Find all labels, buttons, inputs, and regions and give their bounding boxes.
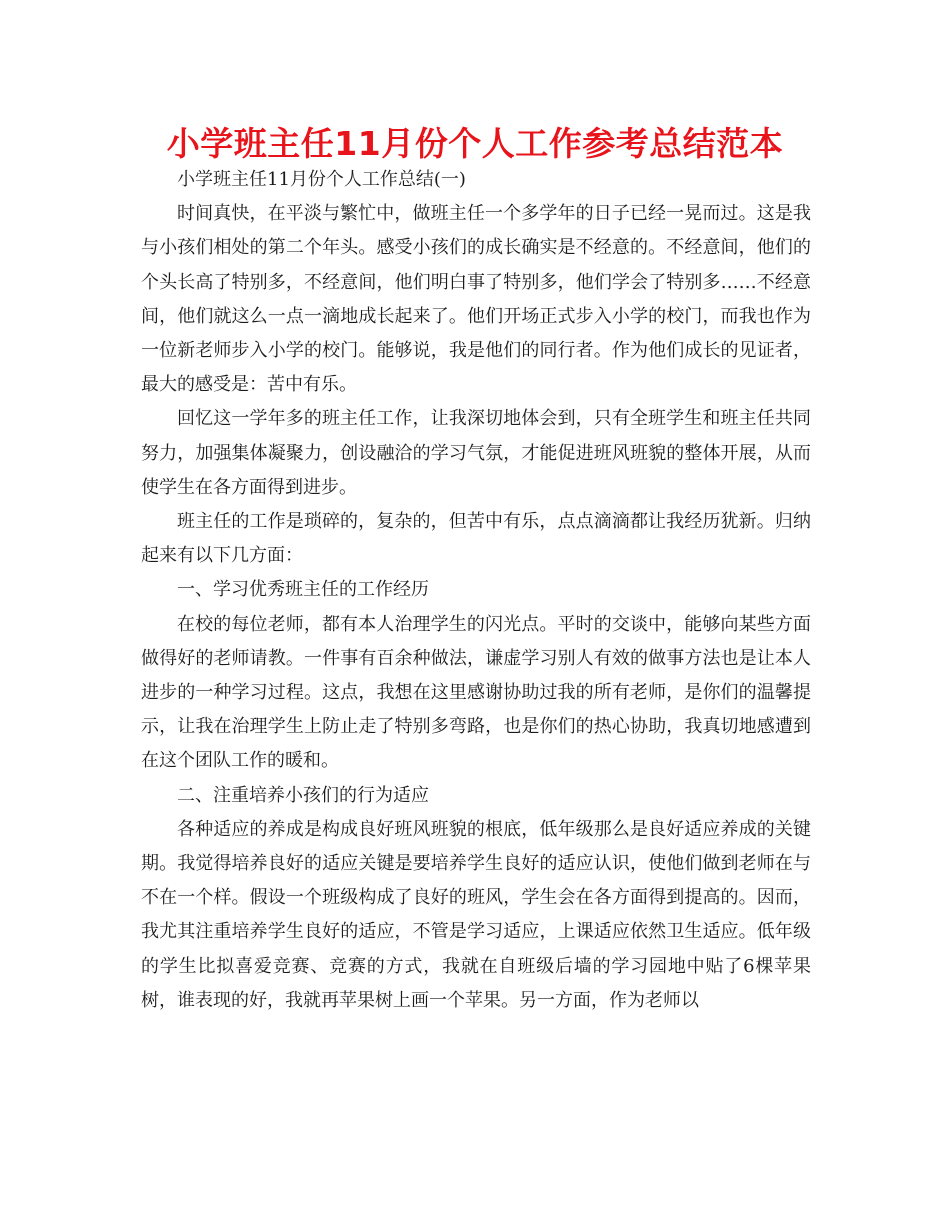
document-body	[141, 163, 811, 1018]
document-title: 小学班主任11月份个人工作参考总结范本	[166, 124, 784, 163]
section-subtitle: 小学班主任11月份个人工作总结(一)	[177, 169, 466, 190]
paragraph: 回忆这一学年多的班主任工作，让我深切地体会到，只有全班学生和班主任共同努力，加强集体凝聚力，创设融洽的学习气氛，才能促进班风班貌的整体开展，从而使学生在各方面得到进步。	[141, 408, 811, 498]
paragraph: 时间真快，在平淡与繁忙中，做班主任一个多学年的日子已经一晃而过。这是我与小孩们相处的第二个年头。感受小孩们的成长确实是不经意的。不经意间，他们的个头长高了特别多，不经意间，他们明白事了特别多，他们学会了特别多……不经意间，他们就这么一点一滴地成长起来了。他们开场正式步入小学的校门，而我也作为一位新老师步入小学的校门。能够说，我是他们的同行者。作为他们成长的见证者，最大的感受是：苦中有乐。	[141, 203, 811, 396]
paragraph: 在校的每位老师，都有本人治理学生的闪光点。平时的交谈中，能够向某些方面做得好的老师请教。一件事有百余种做法，谦虚学习别人有效的做事方法也是让本人进步的一种学习过程。这点，我想在这里感谢协助过我的所有老师，是你们的温馨提示，让我在治理学生上防止走了特别多弯路，也是你们的热心协助，我真切地感遭到在这个团队工作的暖和。	[141, 613, 811, 772]
paragraph: 班主任的工作是琐碎的，复杂的，但苦中有乐，点点滴滴都让我经历犹新。归纳起来有以下几方面：	[141, 511, 811, 567]
section-heading: 二、注重培养小孩们的行为适应	[177, 784, 429, 806]
paragraph: 各种适应的养成是构成良好班风班貌的根底，低年级那么是良好适应养成的关键期。我觉得培养良好的适应关键是要培养学生良好的适应认识，使他们做到老师在与不在一个样。假设一个班级构成了良好的班风，学生会在各方面得到提高的。因而，我尤其注重培养学生良好的适应，不管是学习适应，上课适应依然卫生适应。低年级的学生比拟喜爱竞赛、竞赛的方式，我就在自班级后墙的学习园地中贴了6棵苹果树，谁表现的好，我就再苹果树上画一个苹果。另一方面，作为老师以	[141, 818, 811, 1011]
section-heading: 一、学习优秀班主任的工作经历	[177, 579, 429, 601]
